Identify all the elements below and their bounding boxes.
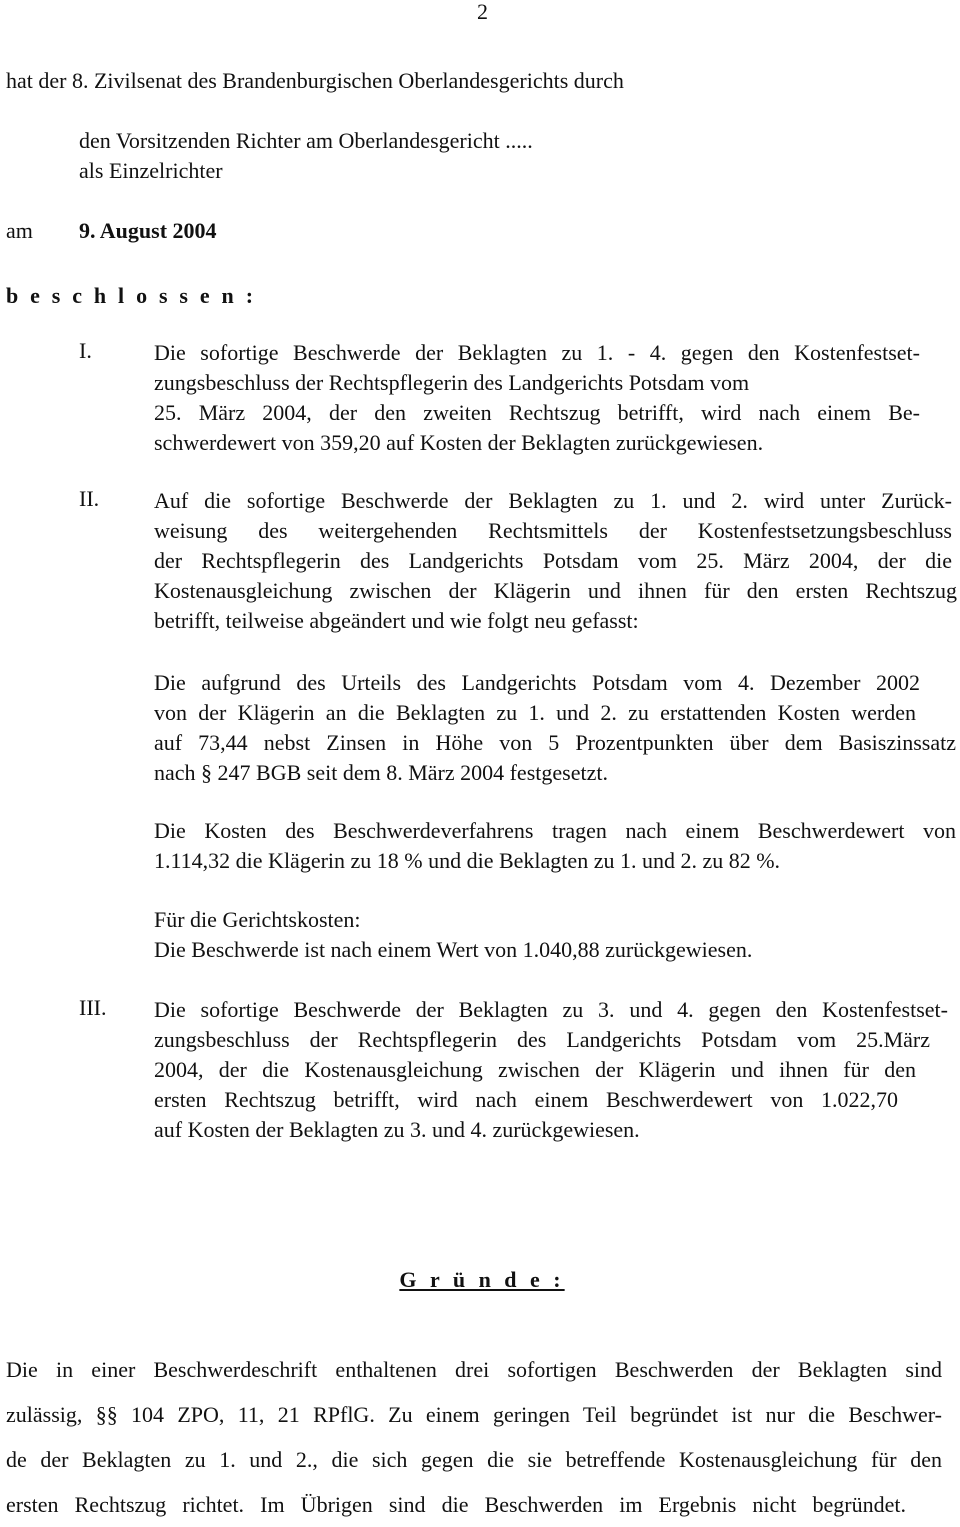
section-i-text (154, 338, 959, 458)
text-line: zulässig, §§ 104 ZPO, 11, 21 RPflG. Zu einem geringen Teil begründet ist nur die Beschwer- (6, 1402, 942, 1427)
text-line: von der Klägerin an die Beklagten zu 1. und 2. zu erstattenden Kosten werden (154, 700, 916, 725)
section-ii-sub3 (154, 905, 959, 965)
section-numeral: II. (79, 486, 100, 511)
text-line: Die in einer Beschwerdeschrift enthaltenen drei sofortigen Beschwerden der Beklagten sind (6, 1357, 942, 1382)
text-line: Die sofortige Beschwerde der Beklagten zu 3. und 4. gegen den Kostenfestset- (154, 997, 948, 1022)
date-prefix: am (6, 218, 33, 243)
text-line: de der Beklagten zu 1. und 2., die sich gegen die sie betreffende Kostenausgleichung für den (6, 1447, 942, 1472)
text-line: Kostenausgleichung zwischen der Klägerin und ihnen für den ersten Rechtszug (154, 578, 957, 603)
text-line: 2004, der die Kostenausgleichung zwischen der Klägerin und ihnen für den (154, 1057, 916, 1082)
text-line: betrifft, teilweise abgeändert und wie folgt neu gefasst: (154, 608, 639, 633)
text-line: Auf die sofortige Beschwerde der Beklagten zu 1. und 2. wird unter Zurück- (154, 488, 952, 513)
text-line: auf 73,44 nebst Zinsen in Höhe von 5 Prozentpunkten über dem Basiszinssatz (154, 730, 956, 755)
text-line: Die aufgrund des Urteils des Landgerichts Potsdam vom 4. Dezember 2002 (154, 670, 920, 695)
section-ii-sub1 (154, 668, 959, 788)
page-number: 2 (477, 0, 488, 24)
text-line: zungsbeschluss der Rechtspflegerin des Landgerichts Potsdam vom 25.März (154, 1027, 930, 1052)
text-line: der Rechtspflegerin des Landgerichts Potsdam vom 25. März 2004, der die (154, 548, 952, 573)
gruende-text (6, 1347, 942, 1527)
text-line: auf Kosten der Beklagten zu 3. und 4. zurückgewiesen. (154, 1117, 640, 1142)
judge-line: den Vorsitzenden Richter am Oberlandesgericht ..... (79, 128, 533, 153)
text-line: ersten Rechtszug richtet. Im Übrigen sind die Beschwerden im Ergebnis nicht begründet. (6, 1492, 906, 1517)
text-line: nach § 247 BGB seit dem 8. März 2004 festgesetzt. (154, 760, 608, 785)
text-line: Die sofortige Beschwerde der Beklagten zu 1. - 4. gegen den Kostenfestset- (154, 340, 920, 365)
beschlossen-heading: b e s c h l o s s e n : (6, 283, 257, 308)
intro-line: hat der 8. Zivilsenat des Brandenburgischen Oberlandesgerichts durch (6, 68, 624, 93)
text-line: Die Beschwerde ist nach einem Wert von 1.040,88 zurückgewiesen. (154, 937, 753, 962)
text-line: Für die Gerichtskosten: (154, 907, 361, 932)
text-line: zungsbeschluss der Rechtspflegerin des Landgerichts Potsdam vom (154, 370, 750, 395)
section-ii-text (154, 486, 959, 636)
text-line: 25. März 2004, der den zweiten Rechtszug betrifft, wird nach einem Be- (154, 400, 920, 425)
section-numeral: I. (79, 338, 92, 363)
judge-role-line: als Einzelrichter (79, 158, 223, 183)
text-line: schwerdewert von 359,20 auf Kosten der Beklagten zurückgewiesen. (154, 430, 764, 455)
text-line: Die Kosten des Beschwerdeverfahrens tragen nach einem Beschwerdewert von (154, 818, 956, 843)
section-numeral: III. (79, 995, 107, 1020)
text-line: weisung des weitergehenden Rechtsmittels der Kostenfestsetzungsbeschluss (154, 518, 952, 543)
section-iii-text (154, 995, 959, 1145)
section-ii-sub2 (154, 816, 959, 876)
gruende-heading: G r ü n d e : (399, 1267, 565, 1292)
text-line: 1.114,32 die Klägerin zu 18 % und die Beklagten zu 1. und 2. zu 82 %. (154, 848, 781, 873)
text-line: ersten Rechtszug betrifft, wird nach einem Beschwerdewert von 1.022,70 (154, 1087, 898, 1112)
decision-date: 9. August 2004 (79, 218, 217, 243)
